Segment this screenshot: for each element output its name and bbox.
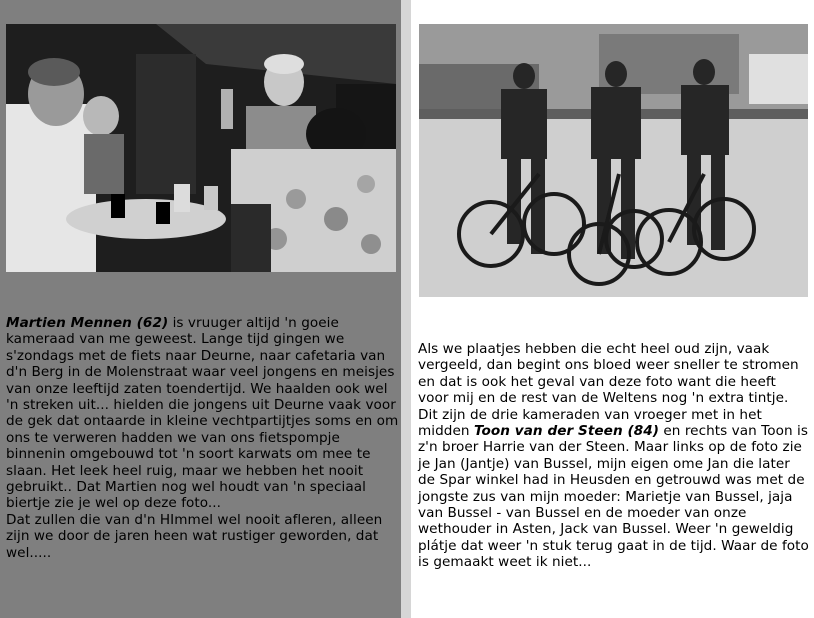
left-paragraph-2: Dat zullen die van d'n HImmel wel nooit afleren, alleen zijn we door de jaren heen wat rustiger geworden, dat wel..... [6,511,383,561]
person-name: Martien Mennen (62) [6,315,169,331]
left-paragraph-1: is vruuger altijd 'n goeie kameraad van me geweest. Lange tijd gingen we s'zondags met de fiets naar Deurne, naar cafetaria van d'n Berg in de Molenstraat waar veel jongens en meisjes van onze leeftijd zaten toendertijd. We haalden ook wel 'n streken uit... hielden die jongens uit Deurne vaak voor de gek dat ontaarde in kleine vechtpartijtjes soms en om ons te verweren hadden we van ons fietspompje binnenin omgebouwd tot 'n soort karwats om mee te slaan. Het leek heel ruig, maar we hebben het nooit gebruikt.. Dat Martien nog wel houdt van 'n speciaal biertje zie je wel op deze foto... [6,315,399,512]
right-text-after: en rechts van Toon is z'n broer Harrie van der Steen. Maar links op de foto zie je Jan (Jantje) van Bussel, mijn eigen ome Jan die later de Spar winkel had in Heusden en getrouwd was met de jongste zus van mijn moeder: Marietje van Bussel, jaja van Bussel - van Bussel en de moeder van onze wethouder in Asten, Jack van Bussel. Weer 'n geweldig plátje dat weer 'n stuk terug gaat in de tijd. Waar de foto is gemaakt weet ik niet... [418,423,809,571]
left-panel [0,0,401,618]
right-panel [411,0,814,618]
right-caption [418,341,810,571]
photo-three-men-on-bicycles [419,24,808,297]
right-text-before: Als we plaatjes hebben die echt heel oud zijn, vaak vergeeld, dan begint ons bloed weer sneller te stromen en dat is ook het geval van deze foto want die heeft voor mij en de rest van de Weltens nog 'n extra tintje. Dit zijn de drie kameraden van vroeger met in het midden [418,341,799,440]
person-name: Toon van der Steen (84) [473,423,660,440]
photo-friends-at-table [6,24,396,272]
divider [401,0,411,618]
left-caption [6,315,399,561]
